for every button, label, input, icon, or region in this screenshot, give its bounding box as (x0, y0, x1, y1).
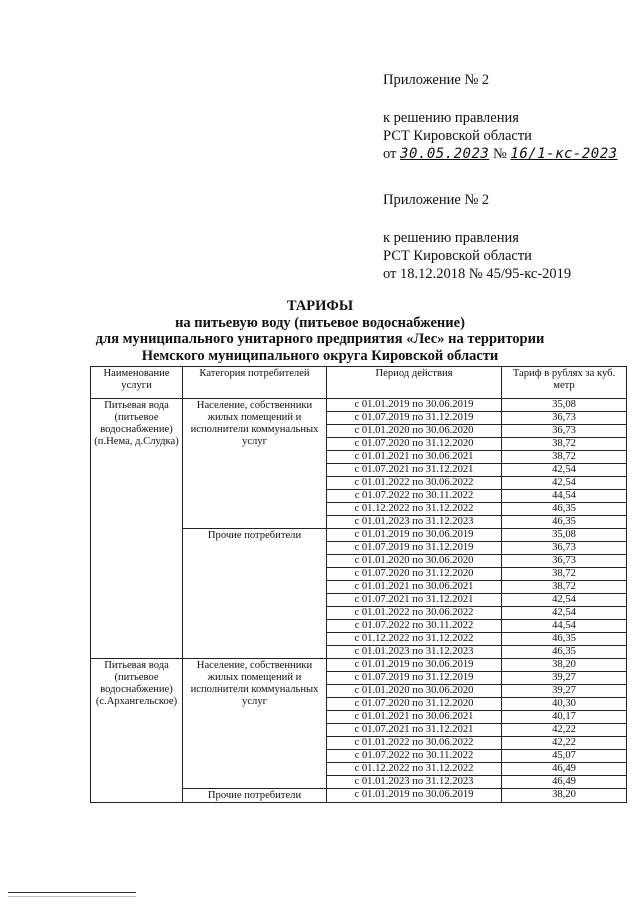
tariff-cell: 42,54 (502, 594, 627, 607)
tariff-cell: 36,73 (502, 542, 627, 555)
period-cell: с 01.07.2022 по 30.11.2022 (327, 490, 502, 503)
tariff-cell: 40,30 (502, 698, 627, 711)
table-row (91, 659, 627, 672)
tariff-cell: 38,20 (502, 789, 627, 803)
category-cell: Прочие потребители (183, 789, 327, 803)
period-cell: с 01.01.2019 по 30.06.2019 (327, 399, 502, 412)
tariff-cell: 35,08 (502, 399, 627, 412)
handwritten-number: 16/1-кс-2023 (510, 146, 618, 162)
tariff-cell: 42,54 (502, 464, 627, 477)
period-cell: с 01.07.2021 по 31.12.2021 (327, 464, 502, 477)
document-title: ТАРИФЫ на питьевую воду (питьевое водоснабжение) для муниципального унитарного предприятия «Лес» на территории Немского муниципального округа Кировской области (95, 298, 545, 364)
period-cell: с 01.07.2022 по 30.11.2022 (327, 620, 502, 633)
period-cell: с 01.01.2020 по 30.06.2020 (327, 555, 502, 568)
header-service: Наименование услуги (91, 367, 183, 399)
tariff-cell: 44,54 (502, 490, 627, 503)
header-period: Период действия (327, 367, 502, 399)
table-header-row (91, 367, 627, 399)
tariff-cell: 46,35 (502, 646, 627, 659)
appendix-header-old (383, 191, 571, 283)
tariff-cell: 40,17 (502, 711, 627, 724)
footnote-separator-secondary (8, 896, 136, 897)
appendix-header-new (383, 71, 618, 163)
period-cell: с 01.07.2020 по 31.12.2020 (327, 568, 502, 581)
tariff-cell: 39,27 (502, 685, 627, 698)
tariff-cell: 42,22 (502, 724, 627, 737)
tariff-cell: 44,54 (502, 620, 627, 633)
tariff-cell: 46,35 (502, 503, 627, 516)
category-cell: Население, собственники жилых помещений и исполнители коммунальных услуг (183, 659, 327, 789)
period-cell: с 01.01.2021 по 30.06.2021 (327, 581, 502, 594)
period-cell: с 01.07.2021 по 31.12.2021 (327, 594, 502, 607)
tariff-cell: 38,72 (502, 568, 627, 581)
tariff-cell: 36,73 (502, 412, 627, 425)
tariff-cell: 46,49 (502, 776, 627, 789)
tariff-cell: 42,22 (502, 737, 627, 750)
period-cell: с 01.12.2022 по 31.12.2022 (327, 633, 502, 646)
tariff-cell: 45,07 (502, 750, 627, 763)
period-cell: с 01.01.2022 по 30.06.2022 (327, 607, 502, 620)
service-name-cell: Питьевая вода (питьевое водоснабжение) (п.Нема, д.Слудка) (91, 399, 183, 659)
tariff-cell: 35,08 (502, 529, 627, 542)
tariff-table (90, 366, 627, 803)
tariff-cell: 36,73 (502, 555, 627, 568)
table-row (91, 399, 627, 412)
period-cell: с 01.07.2019 по 31.12.2019 (327, 412, 502, 425)
period-cell: с 01.01.2023 по 31.12.2023 (327, 776, 502, 789)
tariff-cell: 46,35 (502, 516, 627, 529)
authority-line: РСТ Кировской области (383, 128, 532, 144)
period-cell: с 01.01.2022 по 30.06.2022 (327, 477, 502, 490)
header-tariff: Тариф в рублях за куб. метр (502, 367, 627, 399)
period-cell: с 01.01.2022 по 30.06.2022 (327, 737, 502, 750)
period-cell: с 01.12.2022 по 31.12.2022 (327, 763, 502, 776)
period-cell: с 01.01.2020 по 30.06.2020 (327, 685, 502, 698)
period-cell: с 01.07.2019 по 31.12.2019 (327, 542, 502, 555)
tariff-cell: 39,27 (502, 672, 627, 685)
tariff-cell: 38,72 (502, 581, 627, 594)
period-cell: с 01.07.2022 по 30.11.2022 (327, 750, 502, 763)
tariff-cell: 42,54 (502, 477, 627, 490)
handwritten-date: 30.05.2023 (400, 146, 490, 162)
period-cell: с 01.01.2023 по 31.12.2023 (327, 516, 502, 529)
period-cell: с 01.01.2019 по 30.06.2019 (327, 789, 502, 803)
appendix-title: Приложение № 2 (383, 192, 490, 208)
period-cell: с 01.07.2020 по 31.12.2020 (327, 698, 502, 711)
footnote-separator (8, 892, 136, 893)
period-cell: с 01.01.2021 по 30.06.2021 (327, 451, 502, 464)
header-category: Категория потребителей (183, 367, 327, 399)
period-cell: с 01.01.2019 по 30.06.2019 (327, 529, 502, 542)
tariff-cell: 46,35 (502, 633, 627, 646)
category-cell: Население, собственники жилых помещений и исполнители коммунальных услуг (183, 399, 327, 529)
tariff-cell: 38,72 (502, 438, 627, 451)
period-cell: с 01.01.2023 по 31.12.2023 (327, 646, 502, 659)
period-cell: с 01.01.2020 по 30.06.2020 (327, 425, 502, 438)
period-cell: с 01.12.2022 по 31.12.2022 (327, 503, 502, 516)
period-cell: с 01.07.2020 по 31.12.2020 (327, 438, 502, 451)
tariff-cell: 38,72 (502, 451, 627, 464)
tariff-cell: 38,20 (502, 659, 627, 672)
tariff-cell: 46,49 (502, 763, 627, 776)
service-name-cell: Питьевая вода (питьевое водоснабжение) (с.Архангельское) (91, 659, 183, 803)
decision-date-line: от 30.05.2023 № 16/1-кс-2023 (383, 146, 618, 162)
category-cell: Прочие потребители (183, 529, 327, 659)
authority-line: РСТ Кировской области (383, 248, 532, 264)
period-cell: с 01.07.2019 по 31.12.2019 (327, 672, 502, 685)
decision-line: к решению правления (383, 230, 519, 246)
period-cell: с 01.01.2021 по 30.06.2021 (327, 711, 502, 724)
decision-line: к решению правления (383, 110, 519, 126)
decision-date-line: от 18.12.2018 № 45/95-кс-2019 (383, 266, 572, 282)
tariff-cell: 36,73 (502, 425, 627, 438)
appendix-title: Приложение № 2 (383, 72, 490, 88)
period-cell: с 01.01.2019 по 30.06.2019 (327, 659, 502, 672)
tariff-cell: 42,54 (502, 607, 627, 620)
period-cell: с 01.07.2021 по 31.12.2021 (327, 724, 502, 737)
